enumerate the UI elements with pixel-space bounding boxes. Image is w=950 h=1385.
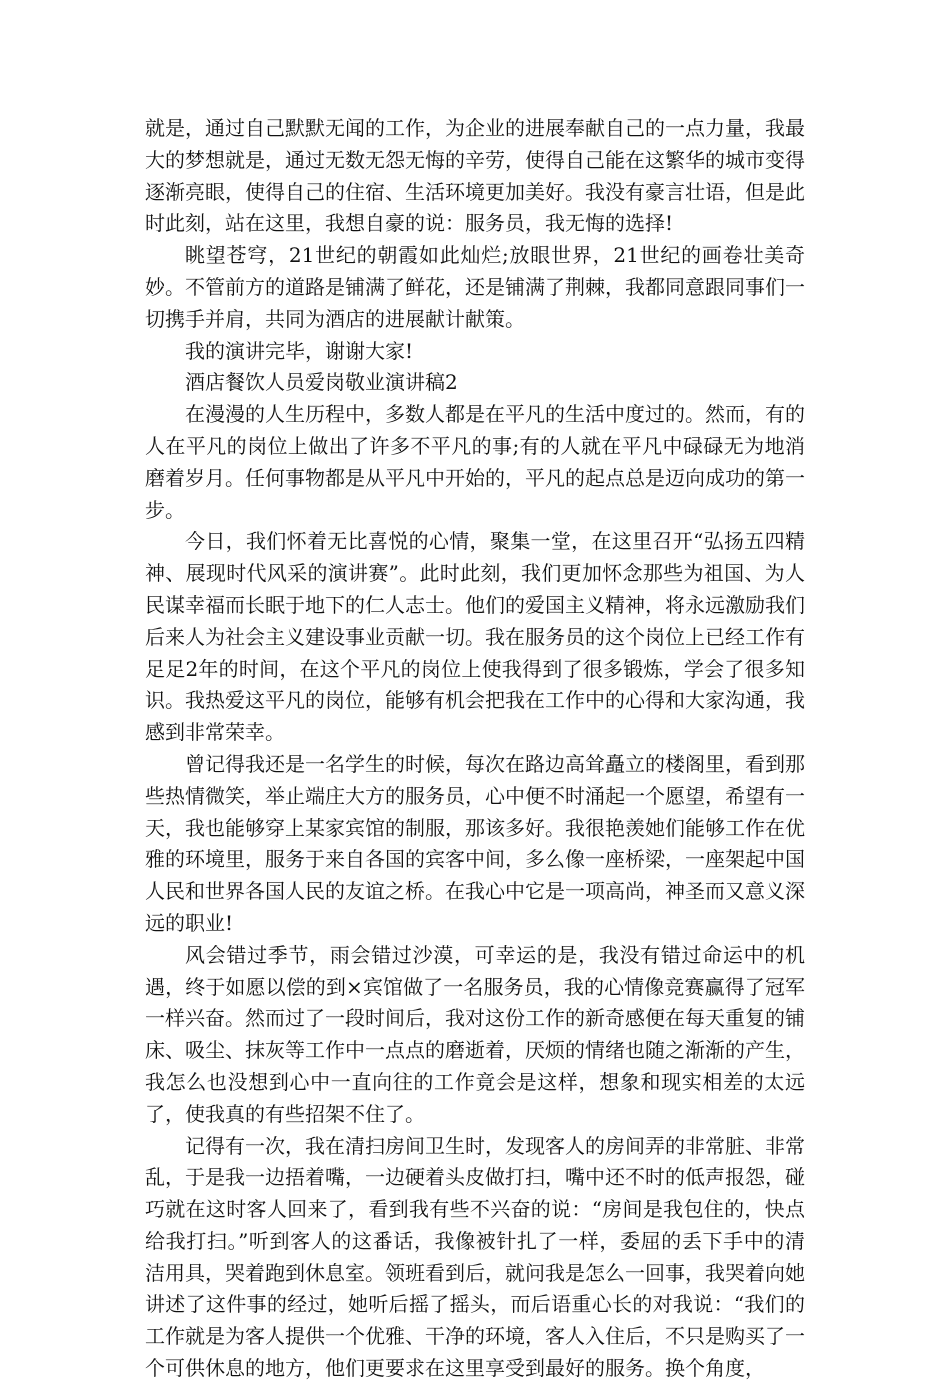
paragraph: 我的演讲完毕，谢谢大家! bbox=[185, 338, 414, 363]
document-body bbox=[145, 113, 805, 1385]
paragraph: 在漫漫的人生历程中，多数人都是在平凡的生活中度过的。然而，有的人在平凡的岗位上做出了许多不平凡的事;有的人就在平凡中碌碌无为地消磨着岁月。任何事物都是从平凡中开始的，平凡的起点总是迈向成功的第一步。 bbox=[145, 402, 805, 522]
paragraph: 曾记得我还是一名学生的时候，每次在路边高耸矗立的楼阁里，看到那些热情微笑，举止端庄大方的服务员，心中便不时涌起一个愿望，希望有一天，我也能够穿上某家宾馆的制服，那该多好。我很艳羡她们能够工作在优雅的环境里，服务于来自各国的宾客中间，多么像一座桥梁，一座架起中国人民和世界各国人民的友谊之桥。在我心中它是一项高尚，神圣而又意义深远的职业! bbox=[145, 751, 805, 935]
paragraph: 眺望苍穹，21世纪的朝霞如此灿烂;放眼世界，21世纪的画卷壮美奇妙。不管前方的道路是铺满了鲜花，还是铺满了荆棘，我都同意跟同事们一切携手并肩，共同为酒店的进展献计献策。 bbox=[145, 243, 805, 331]
paragraph: 今日，我们怀着无比喜悦的心情，聚集一堂，在这里召开“弘扬五四精神、展现时代风采的演讲赛”。此时此刻，我们更加怀念那些为祖国、为人民谋幸福而长眠于地下的仁人志士。他们的爱国主义精神，将永远激励我们后来人为社会主义建设事业贡献一切。我在服务员的这个岗位上已经工作有足足2年的时间，在这个平凡的岗位上使我得到了很多锻炼，学会了很多知识。我热爱这平凡的岗位，能够有机会把我在工作中的心得和大家沟通，我感到非常荣幸。 bbox=[145, 529, 805, 745]
paragraph: 就是，通过自己默默无闻的工作，为企业的进展奉献自己的一点力量，我最大的梦想就是，通过无数无怨无悔的辛劳，使得自己能在这繁华的城市变得逐渐亮眼，使得自己的住宿、生活环境更加美好。我没有豪言壮语，但是此时此刻，站在这里，我想自豪的说：服务员，我无悔的选择! bbox=[145, 116, 805, 236]
paragraph: 风会错过季节，雨会错过沙漠，可幸运的是，我没有错过命运中的机遇，终于如愿以偿的到×宾馆做了一名服务员，我的心情像竞赛赢得了冠军一样兴奋。然而过了一段时间后，我对这份工作的新奇感便在每天重复的铺床、吸尘、抹灰等工作中一点点的磨逝着，厌烦的情绪也随之渐渐的产生，我怎么也没想到心中一直向往的工作竟会是这样，想象和现实相差的太远了，使我真的有些招架不住了。 bbox=[145, 942, 805, 1126]
section-heading: 酒店餐饮人员爱岗敬业演讲稿2 bbox=[185, 370, 458, 395]
paragraph: 记得有一次，我在清扫房间卫生时，发现客人的房间弄的非常脏、非常乱，于是我一边捂着嘴，一边硬着头皮做打扫，嘴中还不时的低声报怨，碰巧就在这时客人回来了，看到我有些不兴奋的说：“房间是我包住的，快点给我打扫。”听到客人的这番话，我像被针扎了一样，委屈的丢下手中的清洁用具，哭着跑到休息室。领班看到后，就问我是怎么一回事，我哭着向她讲述了这件事的经过，她听后摇了摇头，而后语重心长的对我说：“我们的工作就是为客人提供一个优雅、干净的环境，客人入住后，不只是购买了一个可供休息的地方，他们更要求在这里享受到最好的服务。换个角度， bbox=[145, 1133, 805, 1381]
